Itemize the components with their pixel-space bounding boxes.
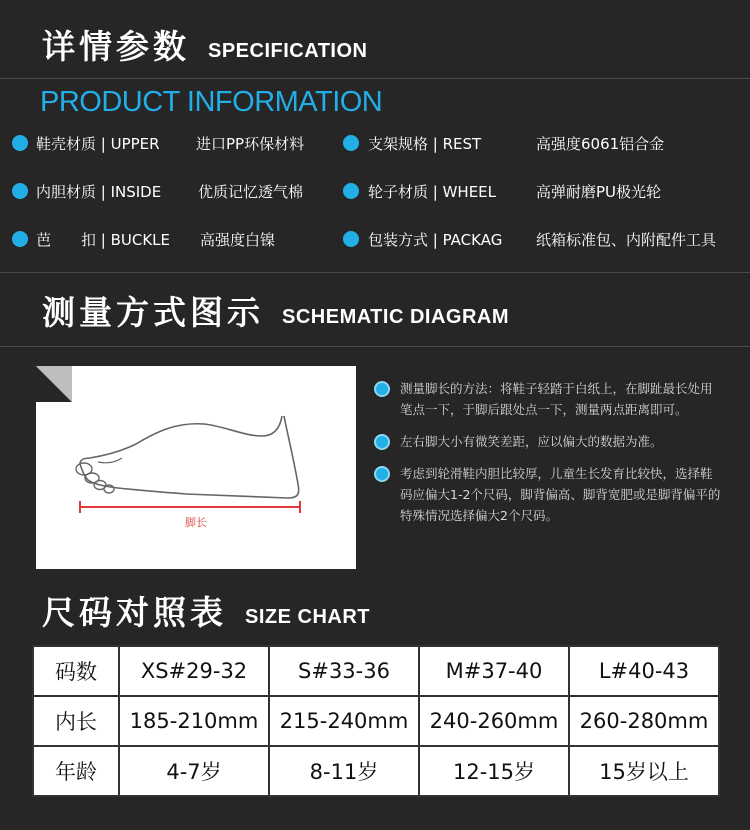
bullet-icon [343, 231, 359, 247]
spec-label: 鞋壳材质 | UPPER [36, 135, 160, 153]
diagram-title-en: SCHEMATIC DIAGRAM [282, 306, 510, 328]
column-header: 码数 [33, 646, 119, 696]
spec-title-cn: 详情参数 [42, 27, 190, 66]
table-header-row [33, 646, 719, 696]
note-item [374, 378, 724, 420]
size-chart-table [32, 645, 720, 797]
spec-label: 包装方式 | PACKAG [368, 231, 503, 249]
size-section-header [42, 593, 370, 632]
note-text: 考虑到轮滑鞋内胆比较厚，儿童生长发育比较快，选择鞋码应偏大1-2个尺码，脚背偏高、脚背宽肥或是脚背偏平的特殊情况选择偏大2个尺码。 [400, 466, 721, 523]
table-cell: 4-7岁 [119, 746, 269, 796]
column-header: L#40-43 [569, 646, 719, 696]
foot-illustration [36, 366, 356, 569]
spec-label: 芭 扣 | BUCKLE [36, 231, 171, 249]
product-info-title: PRODUCT INFORMATION [40, 86, 383, 118]
bullet-icon [12, 135, 28, 151]
foot-length-label: 脚长 [185, 516, 207, 529]
spec-label: 轮子材质 | WHEEL [368, 183, 497, 201]
table-row [33, 696, 719, 746]
foot-diagram [36, 366, 356, 569]
spec-label: 内胆材质 | INSIDE [36, 183, 162, 201]
size-title-en: SIZE CHART [245, 606, 370, 628]
table-cell: 185-210mm [119, 696, 269, 746]
row-header: 年龄 [33, 746, 119, 796]
spec-value: 高强度白镍 [200, 231, 276, 249]
table-cell: 260-280mm [569, 696, 719, 746]
spec-value: 进口PP环保材料 [196, 135, 305, 153]
bullet-icon [374, 381, 390, 397]
spec-row [0, 179, 750, 203]
table-cell: 15岁以上 [569, 746, 719, 796]
spec-value: 高弹耐磨PU极光轮 [536, 183, 662, 201]
bullet-icon [343, 183, 359, 199]
note-item [374, 431, 724, 452]
bullet-icon [12, 183, 28, 199]
divider [0, 78, 750, 79]
note-text: 测量脚长的方法：将鞋子轻踏于白纸上，在脚趾最长处用笔点一下，于脚后跟处点一下，测量两点距离即可。 [400, 381, 713, 417]
column-header: XS#29-32 [119, 646, 269, 696]
table-row [33, 746, 719, 796]
spec-label: 支架规格 | REST [368, 135, 482, 153]
spec-title-en: SPECIFICATION [208, 40, 368, 62]
spec-row [0, 227, 750, 251]
column-header: S#33-36 [269, 646, 419, 696]
diagram-section-header [42, 293, 510, 332]
note-item [374, 463, 724, 526]
table-cell: 215-240mm [269, 696, 419, 746]
note-text: 左右脚大小有微笑差距，应以偏大的数据为准。 [400, 434, 663, 449]
divider [0, 272, 750, 273]
size-title-cn: 尺码对照表 [42, 593, 227, 632]
spec-value: 纸箱标准包、内附配件工具 [536, 231, 717, 249]
spec-value: 优质记忆透气棉 [198, 183, 304, 201]
spec-section-header [42, 27, 368, 66]
column-header: M#37-40 [419, 646, 569, 696]
table-cell: 8-11岁 [269, 746, 419, 796]
spec-value: 高强度6061铝合金 [536, 135, 665, 153]
bullet-icon [343, 135, 359, 151]
bullet-icon [374, 466, 390, 482]
table-cell: 240-260mm [419, 696, 569, 746]
row-header: 内长 [33, 696, 119, 746]
measurement-notes [374, 378, 724, 537]
bullet-icon [374, 434, 390, 450]
spec-row [0, 131, 750, 155]
table-cell: 12-15岁 [419, 746, 569, 796]
diagram-title-cn: 测量方式图示 [42, 293, 264, 332]
divider [0, 346, 750, 347]
bullet-icon [12, 231, 28, 247]
page-fold-icon [36, 366, 72, 402]
